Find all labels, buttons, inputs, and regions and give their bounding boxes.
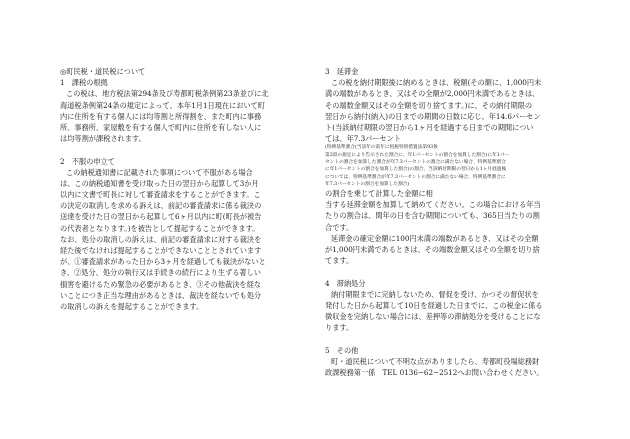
paragraph-line: ては、年7.3パーセント <box>325 134 401 144</box>
paragraph-line: が、①審査請求があった日から3ヶ月を経過しても裁決がないと <box>60 257 266 267</box>
paragraph-line: その端数金額又はその全額を切り捨てます。)に、その納付期限の <box>325 100 533 110</box>
paragraph-line: 海道税条例第24条の規定によって、本年1月1日現在において町 <box>60 100 266 110</box>
paragraph-line: は、この納税通知書を受け取った日の翌日から起算して3か月 <box>60 178 259 188</box>
paragraph-line: この税は、地方税法第294条及び寿都町税条例第23条並びに北 <box>66 89 269 99</box>
fine-print-line: セントの割合を加算した割合が年7.3パーセントの割合に満たない場合、特例基準割合 <box>325 159 506 165</box>
paragraph-line: 以内に文書で町長に対して審査請求をすることができます。こ <box>60 190 261 200</box>
paragraph-line: の取消しの訴えを提起することができます。 <box>60 301 204 311</box>
paragraph-line: の決定の取消しを求める訴えは、前記の審査請求に係る裁決の <box>60 201 262 211</box>
paragraph-line: 当する延滞金額を加算して納めてください。この場合における年当 <box>325 200 541 210</box>
paragraph-line: てます。 <box>325 256 354 266</box>
paragraph-line: 所、事務所、家屋敷を有する個人で町内に住所を有しない人に <box>60 122 262 132</box>
fine-print-line: については、特例基準割合が年7.3パーセントの割合に満たない場合、特例基準割合に <box>325 174 506 180</box>
paragraph-line: の代表者となります。)を被告として提起することができます。 <box>60 223 260 233</box>
paragraph-line: 発付した日から起算して10日を経過した日までに、この税金に係る <box>325 300 543 310</box>
paragraph-line: 徴収金を完納しない場合には、差押等の滞納処分を受けることにな <box>325 312 541 322</box>
paragraph-line: き、②処分、処分の執行又は手続きの続行により生ずる著しい <box>60 268 261 278</box>
section-5-body <box>325 356 587 378</box>
paragraph-line: 満の端数があるとき、又はその全額が2,000円未満であるときは、 <box>325 89 540 99</box>
paragraph-line: この納税通知書に記載された事項について不服がある場合 <box>66 167 253 177</box>
fine-print-line: 第2項の規定により告示された割合に、年1パーセントの割合を加算した割合)に年1パー <box>325 152 510 158</box>
paragraph-line: の割合を乗じて計算した金額に相 <box>325 189 433 199</box>
paragraph-line: ります。 <box>325 323 354 333</box>
paragraph-line: は均等割が課税されます。 <box>60 134 146 144</box>
paragraph-line: なお、処分の取消しの訴えは、前記の審査請求に対する裁決を <box>60 234 262 244</box>
fine-print-line: (特例基準割合(当該年の前年に租税特別措置法第93条 <box>325 145 438 151</box>
paragraph-line: ト(当該納付期限の翌日から1ヶ月を経過する日までの期間につい <box>325 122 534 132</box>
paragraph-line: 損害を避けるため緊急の必要があるとき、③その他裁決を経な <box>60 279 261 289</box>
paragraph-line: 合です。 <box>325 222 354 232</box>
fine-print-line: に年1パーセントの割合を加算した割合)の割合、当該納付期限の翌日から1ヶ月経過後 <box>325 167 507 173</box>
paragraph-line: いことにつき正当な理由があるときは、裁決を経ないでも処分 <box>60 290 262 300</box>
section-spacer <box>325 334 587 345</box>
paragraph-line: 町・道民税について不明な点がありましたら、寿都町役場総務財 <box>331 356 540 366</box>
fine-print-line: 年7.3パーセントの割合を加算した割合) <box>325 181 410 187</box>
section-5-heading: 5 その他 <box>325 345 359 355</box>
paragraph-line: 経た後でなければ提起することができないこととされています <box>60 246 262 255</box>
paragraph-line: たりの割合は、閏年の日を含む期間についても、365日当たりの割 <box>325 211 540 221</box>
paragraph-line: 翌日から納付(納入)の日までの期間の日数に応じ、年14.6パーセン <box>325 111 541 121</box>
section-1-body <box>60 88 305 144</box>
paragraph-line: 送達を受けた日の翌日から起算して6ヶ月以内に町(町長が被告 <box>60 212 262 222</box>
section-spacer <box>60 144 305 155</box>
section-spacer <box>325 266 587 277</box>
special-rate-note <box>325 144 587 188</box>
section-4-body <box>325 289 587 334</box>
section-3-heading: 3 延滞金 <box>325 67 359 76</box>
document-title: ◎町民税・道民税について <box>60 67 146 76</box>
left-column <box>60 66 305 312</box>
section-3-body <box>325 77 587 266</box>
section-1-heading: 1 課税の根拠 <box>60 78 108 88</box>
paragraph-line: 延滞金の確定金額に100円未満の端数があるとき、又はその全額 <box>331 233 539 243</box>
section-2-body <box>60 167 305 312</box>
paragraph-line: が1,000円未満であるときは、その端数金額又はその全額を切り捨 <box>325 245 540 255</box>
paragraph-line: 内に住所を有する個人には均等割と所得割を、また町内に事務 <box>60 111 262 121</box>
section-2-heading: 2 不服の申立て <box>60 156 115 166</box>
section-4-heading: 4 滞納処分 <box>325 278 366 288</box>
paragraph-line: 政課税務第一係 TEL 0136−62−2512へお問い合わせください。 <box>325 368 544 378</box>
right-column <box>325 66 587 378</box>
paragraph-line: この税を納付期限後に納めるときは、税額(その額に、1,000円未 <box>331 78 542 88</box>
paragraph-line: 納付期限までに完納しないため、督促を受け、かつその督促状を <box>331 289 539 299</box>
